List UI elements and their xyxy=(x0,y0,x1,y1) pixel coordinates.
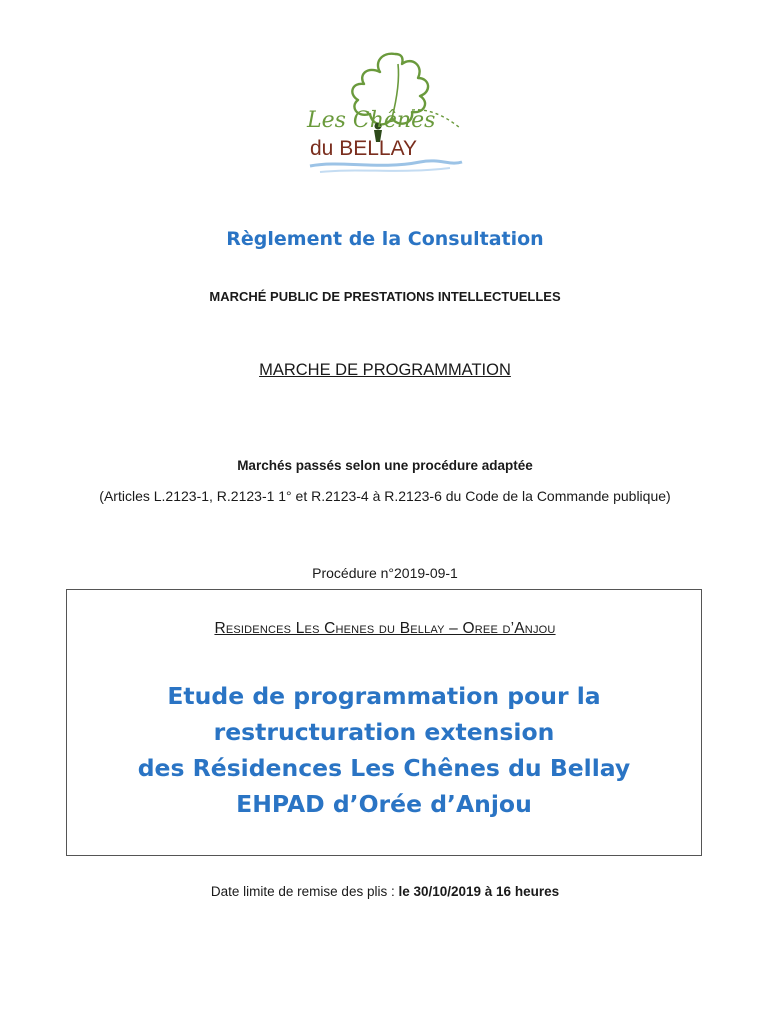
logo-text-line2: du BELLAY xyxy=(310,137,418,160)
study-title xyxy=(66,678,702,822)
procedure-type: Marchés passés selon une procédure adaptée xyxy=(237,458,533,473)
residences-title: Residences Les Chenes du Bellay – Oree d’Anjou xyxy=(214,620,556,637)
market-name: MARCHE DE PROGRAMMATION xyxy=(259,361,511,379)
procedure-number: Procédure n°2019-09-1 xyxy=(312,565,458,581)
study-title-line: restructuration extension xyxy=(213,718,555,746)
deadline-value: le 30/10/2019 à 16 heures xyxy=(398,884,560,899)
logo xyxy=(300,48,470,178)
articles-reference: (Articles L.2123-1, R.2123-1 1° et R.2123-4 à R.2123-6 du Code de la Commande publique) xyxy=(99,488,671,504)
study-title-line: Etude de programmation pour la xyxy=(167,682,601,710)
logo-text-line1: Les Chênes xyxy=(307,108,436,133)
study-title-line: des Résidences Les Chênes du Bellay xyxy=(137,754,631,782)
document-title: Règlement de la Consultation xyxy=(226,228,544,250)
market-type: MARCHÉ PUBLIC DE PRESTATIONS INTELLECTUELLES xyxy=(209,289,561,304)
deadline-label: Date limite de remise des plis : xyxy=(210,884,399,899)
deadline xyxy=(0,884,770,899)
study-title-line: EHPAD d’Orée d’Anjou xyxy=(236,790,532,818)
